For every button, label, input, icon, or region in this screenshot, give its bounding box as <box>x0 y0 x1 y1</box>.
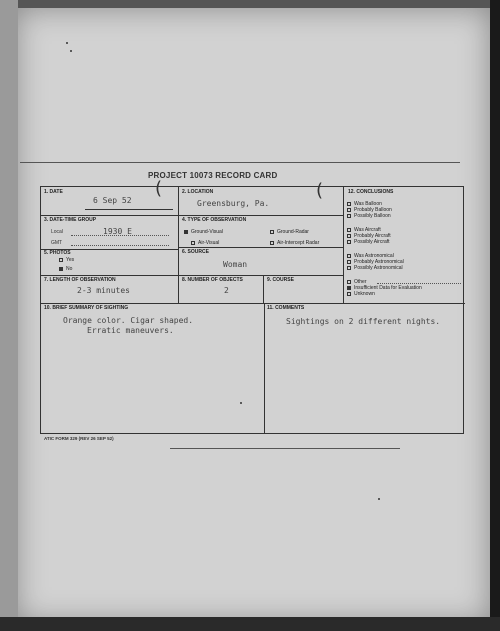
source-label: 6. SOURCE <box>182 249 209 255</box>
checkbox[interactable] <box>270 241 274 245</box>
scan-speck <box>70 50 72 52</box>
divider-col1 <box>178 187 179 303</box>
location-label: 2. LOCATION <box>182 189 214 195</box>
checkbox[interactable] <box>270 230 274 234</box>
conclusion-possibly-aircraft[interactable]: Possibly Aircraft <box>347 239 390 245</box>
card-title: PROJECT 10073 RECORD CARD <box>148 171 278 180</box>
checkbox[interactable] <box>347 266 351 270</box>
divider-row3 <box>41 275 343 276</box>
conclusion-probably-balloon[interactable]: Probably Balloon <box>347 207 392 213</box>
checkbox[interactable] <box>347 234 351 238</box>
checkbox[interactable] <box>347 202 351 206</box>
option-ground-visual[interactable]: Ground-Visual <box>184 229 223 235</box>
conclusion-insufficient-data[interactable]: Insufficient Data for Evaluation <box>347 285 422 291</box>
conclusion-probably-astronomical[interactable]: Probably Astronomical <box>347 259 404 265</box>
checkbox[interactable] <box>347 208 351 212</box>
divider-objects-course <box>263 275 264 303</box>
local-label: Local <box>51 229 63 235</box>
summary-line-2: Erratic maneuvers. <box>87 326 174 335</box>
conclusion-possibly-balloon[interactable]: Possibly Balloon <box>347 213 391 219</box>
divider-col2 <box>343 187 344 303</box>
checkbox-checked[interactable] <box>184 230 188 234</box>
scan-edge-top <box>0 0 500 8</box>
conclusion-possibly-astronomical[interactable]: Possibly Astronomical <box>347 265 403 271</box>
conclusion-unknown[interactable]: Unknown <box>347 291 375 297</box>
gmt-label: GMT <box>51 240 63 246</box>
divider-row1 <box>41 215 343 216</box>
summary-line-1: Orange color. Cigar shaped. <box>63 316 194 325</box>
date-value: 6 Sep 52 <box>93 196 132 205</box>
conclusion-was-balloon[interactable]: Was Balloon <box>347 201 382 207</box>
photos-no[interactable]: No <box>59 266 72 272</box>
date-underline <box>85 209 173 210</box>
conclusion-probably-aircraft[interactable]: Probably Aircraft <box>347 233 391 239</box>
comments-value: Sightings on 2 different nights. <box>286 317 441 326</box>
type-of-observation-label: 4. TYPE OF OBSERVATION <box>182 217 247 223</box>
scan-speck <box>66 42 68 44</box>
checkbox-checked[interactable] <box>347 286 351 290</box>
conclusion-was-aircraft[interactable]: Was Aircraft <box>347 227 381 233</box>
course-label: 9. COURSE <box>267 277 294 283</box>
location-value: Greensburg, Pa. <box>197 199 270 208</box>
scan-edge-right <box>490 0 500 631</box>
local-time-value: 1930 E <box>103 227 132 236</box>
divider-row4 <box>41 303 465 304</box>
checkbox-checked[interactable] <box>59 267 63 271</box>
divider-summary-comments <box>264 303 265 434</box>
number-of-objects-label: 8. NUMBER OF OBJECTS <box>182 277 243 283</box>
guide-line-top <box>20 162 460 163</box>
checkbox[interactable] <box>347 240 351 244</box>
photos-label: 5. PHOTOS <box>44 250 71 256</box>
bracket-left: ( <box>155 178 163 199</box>
record-card <box>40 186 464 434</box>
bracket-right: ( <box>316 180 324 201</box>
photos-yes[interactable]: Yes <box>59 257 74 263</box>
checkbox[interactable] <box>59 258 63 262</box>
form-footer: ATIC FORM 329 (REV 26 SEP 52) <box>44 436 114 441</box>
option-ground-radar[interactable]: Ground-Radar <box>270 229 309 235</box>
scan-edge-left <box>0 0 18 631</box>
number-of-objects-value: 2 <box>224 286 229 295</box>
scan-edge-bottom <box>0 617 500 631</box>
comments-label: 11. COMMENTS <box>267 305 305 311</box>
checkbox[interactable] <box>347 254 351 258</box>
option-air-intercept-radar[interactable]: Air-Intercept Radar <box>270 240 319 246</box>
conclusion-other[interactable]: Other <box>347 279 367 285</box>
checkbox[interactable] <box>347 214 351 218</box>
conclusions-label: 12. CONCLUSIONS <box>348 189 394 195</box>
brief-summary-label: 10. BRIEF SUMMARY OF SIGHTING <box>44 305 129 311</box>
checkbox[interactable] <box>347 260 351 264</box>
conclusion-was-astronomical[interactable]: Was Astronomical <box>347 253 394 259</box>
checkbox[interactable] <box>347 292 351 296</box>
source-value: Woman <box>223 260 248 269</box>
gmt-underline <box>71 245 169 246</box>
option-air-visual[interactable]: Air-Visual <box>191 240 219 246</box>
local-underline <box>71 235 169 236</box>
checkbox[interactable] <box>347 228 351 232</box>
date-label: 1. DATE <box>44 189 63 195</box>
length-of-observation-label: 7. LENGTH OF OBSERVATION <box>44 277 116 283</box>
divider-row2-right <box>178 247 343 248</box>
guide-line-bottom <box>170 448 400 449</box>
checkbox[interactable] <box>191 241 195 245</box>
date-time-group-label: 3. DATE-TIME GROUP <box>44 217 97 223</box>
scan-speck <box>378 498 380 500</box>
checkbox[interactable] <box>347 280 351 284</box>
length-of-observation-value: 2-3 minutes <box>77 286 130 295</box>
other-underline <box>377 283 461 284</box>
